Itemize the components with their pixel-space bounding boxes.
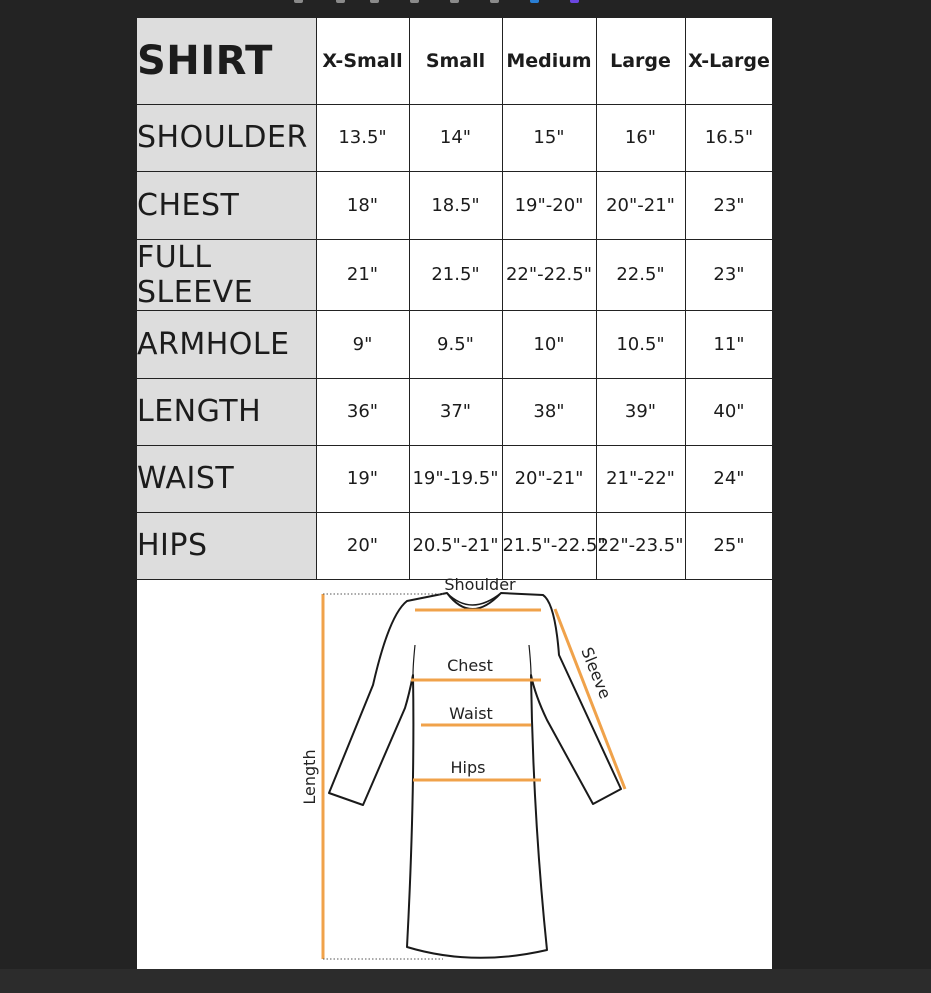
size-header: Medium [502,18,596,104]
size-header-row [137,18,772,104]
table-cell: 22.5" [596,239,685,310]
hips-label: Hips [450,758,486,777]
table-cell: 11" [685,310,772,378]
table-cell: 18.5" [409,171,502,239]
garment-measurement-diagram [137,575,772,969]
table-cell: 9" [316,310,409,378]
size-header: X-Large [685,18,772,104]
table-cell: 39" [596,378,685,445]
table-cell: 20"-21" [596,171,685,239]
table-cell: 20" [316,512,409,579]
table-cell: 16.5" [685,104,772,171]
table-cell: 21.5" [409,239,502,310]
shoulder-label: Shoulder [444,575,516,594]
size-chart-image [137,18,772,969]
toolbar-icon[interactable] [490,0,499,3]
table-row [137,310,772,378]
chest-label: Chest [447,656,493,675]
toolbar-icon[interactable] [570,0,579,3]
table-cell: 10" [502,310,596,378]
table-cell: 19"-20" [502,171,596,239]
sleeve-line [555,609,625,789]
table-cell: 20.5"-21" [409,512,502,579]
table-cell: 36" [316,378,409,445]
row-label: CHEST [137,171,316,239]
row-label: ARMHOLE [137,310,316,378]
table-cell: 38" [502,378,596,445]
row-label: HIPS [137,512,316,579]
table-cell: 37" [409,378,502,445]
table-cell: 25" [685,512,772,579]
size-table [137,18,772,580]
row-label: SHOULDER [137,104,316,171]
row-label: FULL SLEEVE [137,239,316,310]
table-cell: 22"-22.5" [502,239,596,310]
toolbar-icon[interactable] [410,0,419,3]
toolbar-icon[interactable] [530,0,539,3]
table-cell: 13.5" [316,104,409,171]
length-label: Length [300,749,319,805]
bottom-bar [0,969,931,993]
table-row [137,378,772,445]
size-header: Large [596,18,685,104]
row-label: WAIST [137,445,316,512]
table-cell: 20"-21" [502,445,596,512]
size-header: X-Small [316,18,409,104]
table-cell: 14" [409,104,502,171]
table-row [137,445,772,512]
table-row [137,239,772,310]
sleeve-label: Sleeve [577,644,615,702]
table-cell: 23" [685,171,772,239]
table-cell: 24" [685,445,772,512]
table-cell: 10.5" [596,310,685,378]
table-cell: 18" [316,171,409,239]
table-cell: 19"-19.5" [409,445,502,512]
table-cell: 15" [502,104,596,171]
table-cell: 40" [685,378,772,445]
size-header: Small [409,18,502,104]
table-row [137,104,772,171]
table-cell: 21"-22" [596,445,685,512]
toolbar-icon[interactable] [336,0,345,3]
table-cell: 23" [685,239,772,310]
waist-label: Waist [449,704,493,723]
table-cell: 22"-23.5" [596,512,685,579]
toolbar-icon[interactable] [450,0,459,3]
table-cell: 21" [316,239,409,310]
row-label: LENGTH [137,378,316,445]
table-cell: 16" [596,104,685,171]
toolbar-icon[interactable] [294,0,303,3]
table-title: SHIRT [137,18,316,104]
table-row [137,512,772,579]
toolbar-icon[interactable] [370,0,379,3]
browser-toolbar-icons [280,0,600,4]
table-cell: 9.5" [409,310,502,378]
table-row [137,171,772,239]
table-cell: 21.5"-22.5" [502,512,596,579]
table-cell: 19" [316,445,409,512]
